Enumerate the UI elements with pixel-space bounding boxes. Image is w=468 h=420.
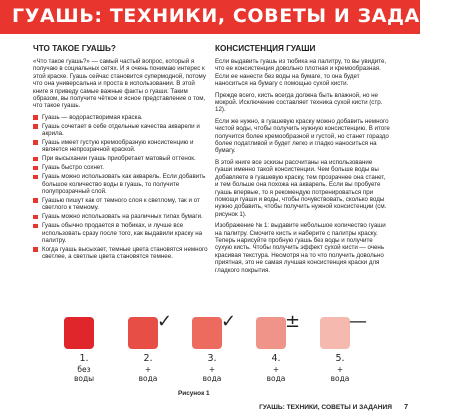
swatch-item-3 bbox=[188, 311, 248, 387]
intro-paragraph: «Что такое гуашь?» — самый частый вопрос, который я получаю в социальных сетях. И я очень понимаю интерес к этой краске. Гуашь сейчас становится супермодной, потому что она универсальна и проста в использовании. В этой книге я приведу самые важные факты о гуаши. Таким образом, вы получите чёткое и ясное представление о том, что такое гуашь. bbox=[33, 58, 206, 110]
fact-item: Гуашь имеет густую кремообразную консистенцию и является непрозрачной краской. bbox=[33, 139, 208, 154]
swatch-item-2 bbox=[124, 311, 184, 387]
section-heading-consistency: КОНСИСТЕНЦИЯ ГУАШИ bbox=[215, 44, 316, 53]
body-paragraph: В этой книге все эскизы рассчитаны на использование гуаши именно такой консистенции. Чем больше воды вы добавляете в гуашевую краску, тем прозрачнее она станет, и тем больше она похожа на акварель. Если вы пробуете гуашь впервые, то я рекомендую потренироваться при помощи гуаши и воды, чтобы почувствовать, сколько воды нужно добавить, чтобы получить нужной консистенции (см. рисунок 1). bbox=[215, 158, 387, 218]
body-paragraph: Если выдавить гуашь из тюбика на палитру, то вы увидите, что ее консистенция довольно плотная и кремообразная. Если ее нанести без воды на бумаге, то она будет наноситься на бумагу с помощью сухой кисти. bbox=[215, 58, 387, 88]
swatch-number: 3. bbox=[207, 353, 217, 364]
figure-caption: Рисунок 1 bbox=[178, 390, 210, 397]
swatch-item-5 bbox=[316, 311, 376, 387]
section-heading-what-is-gouache: ЧТО ТАКОЕ ГУАШЬ? bbox=[33, 44, 116, 53]
fact-item: Гуашь можно использовать на различных типах бумаги. bbox=[33, 213, 208, 220]
swatch-number: 4. bbox=[271, 353, 281, 364]
right-column bbox=[215, 44, 390, 278]
swatch-modifier: без воды bbox=[73, 365, 95, 383]
fact-item: Гуашь быстро сохнет. bbox=[33, 164, 208, 171]
footer-running-title: ГУАШЬ: ТЕХНИКИ, СОВЕТЫ И ЗАДАНИЯ bbox=[259, 404, 392, 411]
checkmark-icon: ✓ bbox=[221, 311, 237, 332]
facts-list bbox=[33, 114, 208, 261]
fact-item: Гуашь обычно продается в тюбиках, и лучше все использовать сразу после того, как выдавили краску на палитру. bbox=[33, 222, 208, 244]
plus-minus-icon: ± bbox=[285, 311, 301, 332]
fact-item: Гуашь — водорастворимая краска. bbox=[33, 114, 208, 121]
fact-item: Гуашь сочетает в себе отдельные качества акварели и акрила. bbox=[33, 123, 208, 138]
swatch-modifier: + вода bbox=[202, 365, 222, 383]
swatch-number: 1. bbox=[79, 353, 89, 364]
fact-item: Гуашь можно использовать как акварель. Если добавить большое количество воды в гуашь, то получите полупрозрачный слой. bbox=[33, 173, 208, 195]
swatch-illustration bbox=[60, 311, 390, 387]
paint-swatch bbox=[128, 317, 158, 349]
page-footer bbox=[222, 402, 412, 414]
swatch-modifier: + вода bbox=[138, 365, 158, 383]
swatch-modifier: + вода bbox=[330, 365, 350, 383]
paint-swatch bbox=[64, 317, 94, 349]
paint-swatch bbox=[256, 317, 286, 349]
fact-item: При высыхании гуашь приобретает матовый оттенок. bbox=[33, 155, 208, 162]
fact-item: Гуашью пишут как от темного слоя к светлому, так и от светлого к темному. bbox=[33, 197, 208, 212]
title-band bbox=[0, 0, 468, 34]
swatch-number: 5. bbox=[335, 353, 345, 364]
minus-icon: — bbox=[349, 311, 367, 332]
page-number: 7 bbox=[404, 404, 408, 411]
fact-item: Когда гуашь высыхает, темные цвета становятся немного светлее, а светлые цвета становятся темнее. bbox=[33, 246, 208, 261]
swatch-number: 2. bbox=[143, 353, 153, 364]
swatch-modifier: + вода bbox=[266, 365, 286, 383]
body-paragraph: Прежде всего, кисть всегда должна быть влажной, но не мокрой. Исключение составляет техника сухой кисти (стр. 12). bbox=[215, 91, 383, 114]
paint-swatch bbox=[192, 317, 222, 349]
swatch-item-4 bbox=[252, 311, 312, 387]
checkmark-icon: ✓ bbox=[157, 311, 173, 332]
paint-swatch bbox=[320, 317, 350, 349]
left-column bbox=[33, 44, 208, 262]
swatch-item-1 bbox=[60, 311, 120, 387]
body-paragraph: Если же нужно, в гуашевую краску можно добавить немного чистой воды, чтобы получить нужную консистенцию. В итоге получится более кремообразной и густой, но станет гораздо более податливой и будет легко и гладко наноситься на бумагу. bbox=[215, 117, 390, 155]
page-title: ГУАШЬ: ТЕХНИКИ, СОВЕТЫ И ЗАДАНИЯ bbox=[12, 5, 468, 27]
body-paragraph: Изображение № 1: выдавите небольшое количество гуаши на палитру. Смочите кисть и наберите с палитры краску. Теперь нарисуйте пробную гуашь без воды и получите сухую кисть. Чтобы получить эффект сухой кисти — очень красивая текстура. Несмотря на то что получить довольно приятная, это не самая лучшая консистенция краски для гладкого покрытия. bbox=[215, 222, 386, 274]
